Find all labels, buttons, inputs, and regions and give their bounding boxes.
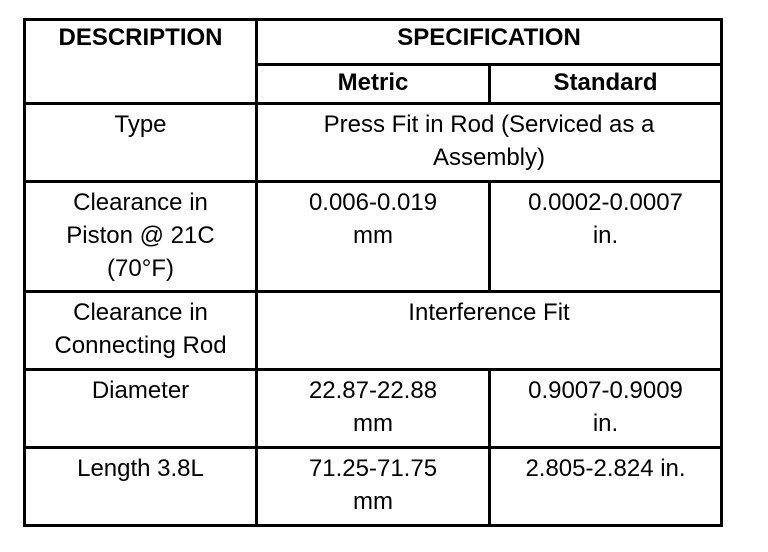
table-row (25, 370, 722, 448)
specification-table (23, 18, 723, 527)
table-row (25, 182, 722, 292)
metric-cell: 22.87-22.88 mm (257, 370, 490, 448)
metric-cell: 0.006-0.019 mm (257, 182, 490, 292)
standard-cell: 2.805-2.824 in. (490, 448, 722, 526)
table-row (25, 104, 722, 182)
metric-cell: 71.25-71.75 mm (257, 448, 490, 526)
description-header: DESCRIPTION (25, 20, 257, 104)
description-cell: Length 3.8L (25, 448, 257, 526)
table-row (25, 448, 722, 526)
standard-header: Standard (490, 65, 722, 104)
description-cell: Type (25, 104, 257, 182)
description-cell: Diameter (25, 370, 257, 448)
description-cell: Clearance in Piston @ 21C (70°F) (25, 182, 257, 292)
table-row (25, 292, 722, 370)
specification-header: SPECIFICATION (257, 20, 722, 65)
standard-cell: 0.9007-0.9009 in. (490, 370, 722, 448)
specification-cell: Press Fit in Rod (Serviced as a Assembly) (257, 104, 722, 182)
specification-cell: Interference Fit (257, 292, 722, 370)
description-cell: Clearance in Connecting Rod (25, 292, 257, 370)
metric-header: Metric (257, 65, 490, 104)
standard-cell: 0.0002-0.0007 in. (490, 182, 722, 292)
